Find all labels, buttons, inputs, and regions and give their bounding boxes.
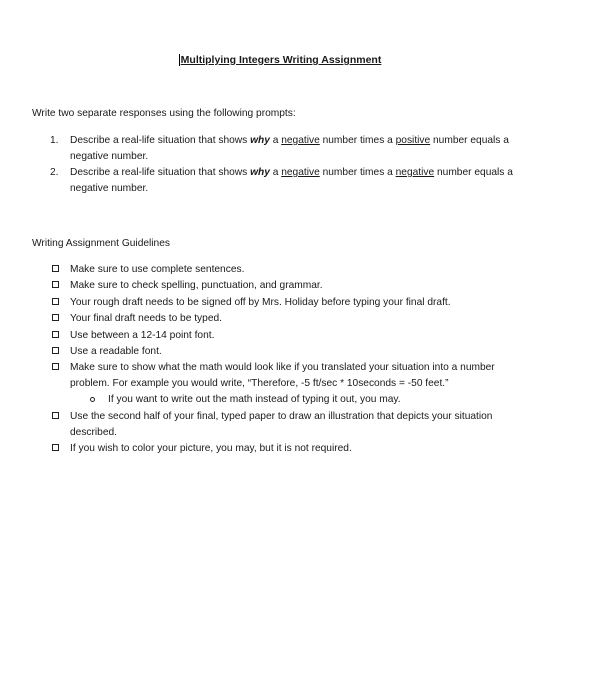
- guideline-text: Make sure to show what the math would look like if you translated your situation into a number problem. For example you would write, “Therefore, -5 ft/sec * 10seconds = -50 feet.”: [70, 362, 495, 390]
- first-sign: negative: [281, 135, 320, 146]
- guideline-item: [32, 409, 532, 441]
- emphasis-why: why: [250, 167, 270, 178]
- checkbox-icon[interactable]: [52, 347, 59, 354]
- prompt-item: [32, 165, 532, 197]
- checkbox-icon[interactable]: [52, 444, 59, 451]
- bullet-circle-icon: [90, 397, 95, 402]
- guideline-item: [32, 311, 532, 327]
- second-sign: negative: [395, 167, 435, 178]
- guideline-item: [32, 441, 532, 457]
- guideline-item: [32, 344, 532, 360]
- sub-item: [70, 392, 532, 408]
- guideline-text: Make sure to use complete sentences.: [70, 264, 245, 275]
- prompt-text: number equals a negative number.: [70, 167, 513, 194]
- prompt-text: number times a: [319, 167, 396, 178]
- guideline-text: Use between a 12-14 point font.: [70, 329, 215, 341]
- checkbox-icon[interactable]: [52, 298, 59, 305]
- intro-text: Write two separate responses using the following prompts:: [32, 108, 296, 119]
- second-sign: positive: [395, 135, 431, 146]
- title-text: Multiplying Integers Writing Assignment: [180, 54, 382, 66]
- guideline-text: Use the second half of your final, typed paper to draw an illustration that depicts your situation described.: [70, 410, 493, 438]
- guideline-item: [32, 278, 532, 294]
- guideline-text: Make sure to check spelling, punctuation, and grammar.: [70, 280, 323, 292]
- checkbox-icon[interactable]: [52, 281, 59, 288]
- sub-note-text: If you want to write out the math instead of typing it out, you may.: [108, 394, 401, 406]
- guideline-text: Use a readable font.: [70, 345, 162, 357]
- prompt-text: Describe a real-life situation that shows: [70, 135, 251, 146]
- guideline-item: [32, 262, 532, 278]
- prompt-text: a: [269, 135, 282, 146]
- emphasis-why: why: [250, 135, 270, 146]
- checkbox-icon[interactable]: [52, 363, 59, 370]
- checkbox-icon[interactable]: [52, 265, 59, 272]
- sub-list: [70, 392, 532, 408]
- guideline-text: If you wish to color your picture, you may, but it is not required.: [70, 443, 352, 455]
- document-title: [0, 52, 560, 68]
- prompt-text: number equals a negative number.: [70, 135, 509, 162]
- guideline-item: [32, 328, 532, 344]
- guideline-text: Your final draft needs to be typed.: [70, 313, 222, 325]
- guidelines-list: [32, 262, 532, 458]
- guidelines-heading: Writing Assignment Guidelines: [32, 238, 170, 249]
- checkbox-icon[interactable]: [52, 331, 59, 338]
- checkbox-icon[interactable]: [52, 412, 59, 419]
- guideline-text: Your rough draft needs to be signed off by Mrs. Holiday before typing your final draft.: [70, 296, 451, 308]
- prompt-number: 1.: [50, 135, 59, 146]
- prompt-text: a: [269, 167, 282, 178]
- prompt-text: Describe a real-life situation that shows: [70, 167, 251, 178]
- prompt-item: [32, 133, 532, 165]
- checkbox-icon[interactable]: [52, 314, 59, 321]
- prompt-text: number times a: [319, 135, 396, 146]
- guideline-item: [32, 295, 532, 311]
- prompt-number: 2.: [50, 167, 59, 178]
- prompt-list: [32, 133, 532, 197]
- first-sign: negative: [281, 167, 320, 178]
- guideline-item: [32, 360, 532, 408]
